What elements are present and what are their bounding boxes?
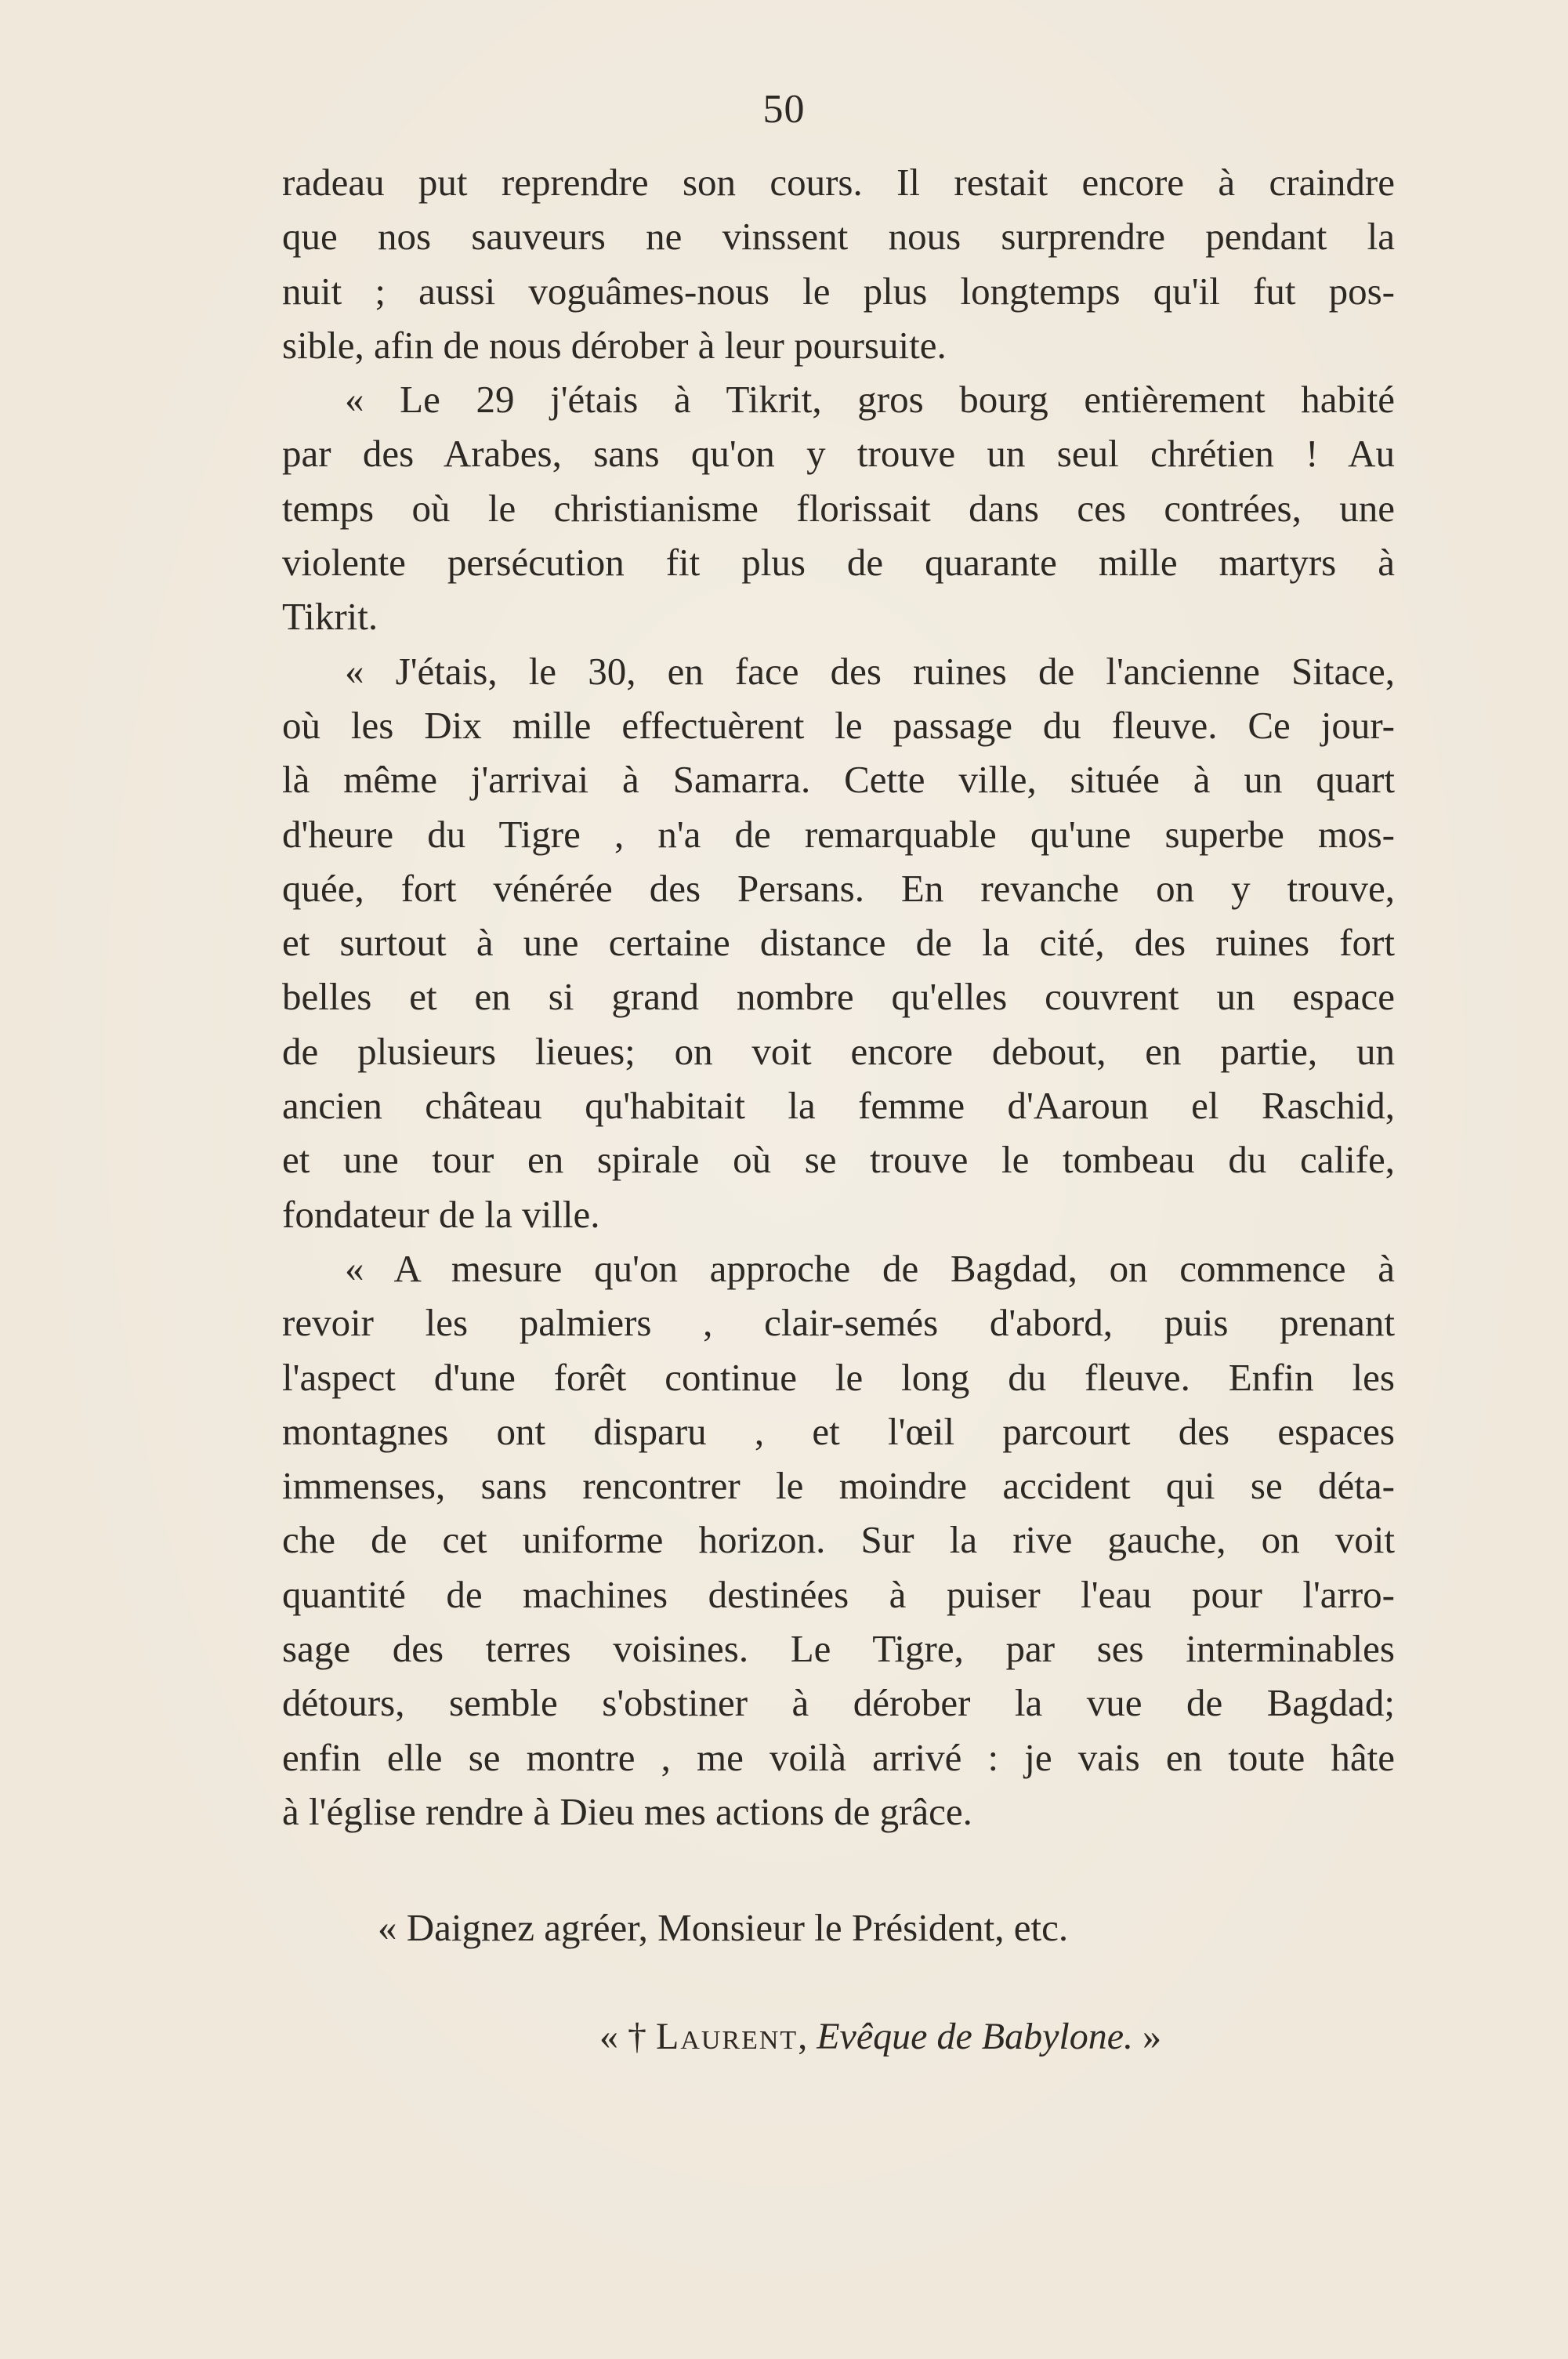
- signature-open-quote: « †: [599, 2016, 646, 2057]
- signature-close-quote: »: [1143, 2016, 1162, 2057]
- text-line: « A mesure qu'on approche de Bagdad, on commence à: [345, 1246, 1395, 1290]
- text-line: « J'étais, le 30, en face des ruines de l'ancienne Sitace,: [345, 649, 1395, 693]
- signature-title: Evêque de Babylone.: [817, 2016, 1134, 2057]
- text-line: radeau put reprendre son cours. Il restait encore à craindre: [282, 161, 1395, 204]
- text-line: détours, semble s'obstiner à dérober la vue de Bagdad;: [282, 1681, 1395, 1725]
- body-text: [282, 155, 1395, 1839]
- text-line: de plusieurs lieues; on voit encore debout, en partie, un: [282, 1029, 1395, 1073]
- text-line: fondateur de la ville.: [282, 1192, 600, 1236]
- text-line: montagnes ont disparu , et l'œil parcourt des espaces: [282, 1409, 1395, 1453]
- text-line: belles et en si grand nombre qu'elles couvrent un espace: [282, 975, 1395, 1019]
- text-line: revoir les palmiers , clair-semés d'abord, puis prenant: [282, 1301, 1395, 1345]
- closing-formula: « Daignez agréer, Monsieur le Président, etc.: [378, 1906, 1069, 1949]
- signature-separator: ,: [798, 2016, 808, 2057]
- text-line: que nos sauveurs ne vinssent nous surprendre pendant la: [282, 215, 1395, 259]
- signature-line: [599, 2009, 1161, 2064]
- text-line: d'heure du Tigre , n'a de remarquable qu'une superbe mos-: [282, 812, 1395, 856]
- page-number: 50: [762, 87, 806, 132]
- text-line: et surtout à une certaine distance de la cité, des ruines fort: [282, 921, 1395, 965]
- signature-name: Laurent: [656, 2016, 798, 2057]
- text-line: violente persécution fit plus de quarante mille martyrs à: [282, 541, 1395, 585]
- text-line: l'aspect d'une forêt continue le long du fleuve. Enfin les: [282, 1355, 1395, 1399]
- text-line: Tikrit.: [282, 595, 378, 639]
- text-line: enfin elle se montre , me voilà arrivé : je vais en toute hâte: [282, 1735, 1395, 1779]
- text-line: à l'église rendre à Dieu mes actions de grâce.: [282, 1789, 972, 1833]
- text-line: sible, afin de nous dérober à leur poursuite.: [282, 323, 947, 367]
- text-line: par des Arabes, sans qu'on y trouve un seul chrétien ! Au: [282, 432, 1395, 476]
- text-line: ancien château qu'habitait la femme d'Aaroun el Raschid,: [282, 1084, 1395, 1128]
- text-line: sage des terres voisines. Le Tigre, par ses interminables: [282, 1627, 1395, 1671]
- text-line: temps où le christianisme florissait dans ces contrées, une: [282, 486, 1395, 530]
- text-line: et une tour en spirale où se trouve le tombeau du calife,: [282, 1138, 1395, 1182]
- text-line: « Le 29 j'étais à Tikrit, gros bourg entièrement habité: [345, 378, 1395, 422]
- text-line: quée, fort vénérée des Persans. En revanche on y trouve,: [282, 866, 1395, 910]
- text-line: immenses, sans rencontrer le moindre accident qui se déta-: [282, 1464, 1395, 1508]
- text-line: nuit ; aussi voguâmes-nous le plus longtemps qu'il fut pos-: [282, 269, 1395, 313]
- text-line: quantité de machines destinées à puiser l'eau pour l'arro-: [282, 1572, 1395, 1616]
- text-line: où les Dix mille effectuèrent le passage du fleuve. Ce jour-: [282, 703, 1395, 747]
- text-line: che de cet uniforme horizon. Sur la rive gauche, on voit: [282, 1518, 1395, 1562]
- text-line: là même j'arrivai à Samarra. Cette ville, située à un quart: [282, 758, 1395, 802]
